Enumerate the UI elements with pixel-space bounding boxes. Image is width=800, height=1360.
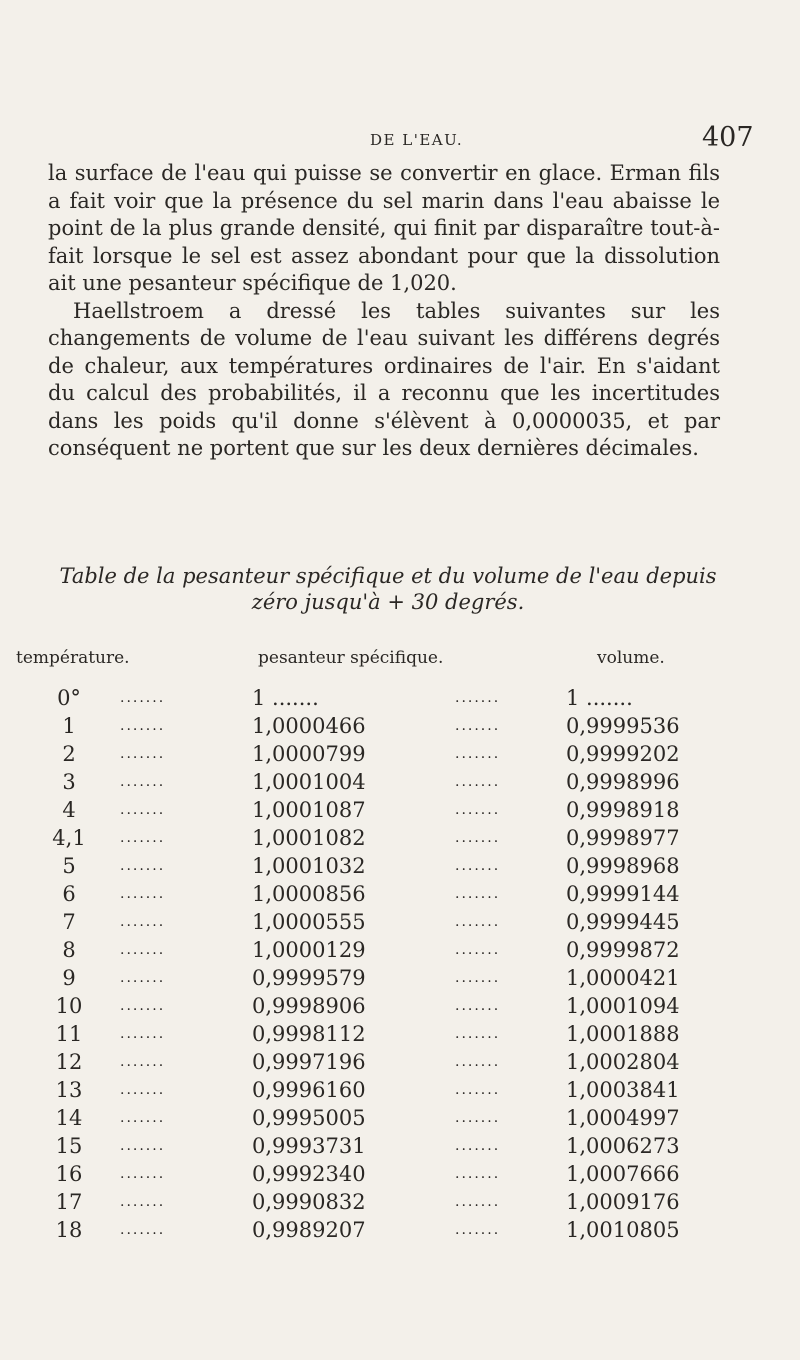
row-leader: ....... [120,1194,166,1210]
table-row [0,1020,800,1048]
row-temperature: 7 [62,910,76,934]
row-volume: 0,9999202 [566,742,680,766]
table-row [0,768,800,796]
row-leader: ....... [455,718,501,734]
row-leader: ....... [455,914,501,930]
table-column-headers [0,648,800,672]
table-row [0,684,800,712]
row-gravity: 0,9996160 [252,1078,366,1102]
row-gravity: 0,9989207 [252,1218,366,1242]
row-volume: 1,0007666 [566,1162,680,1186]
row-leader: ....... [120,942,166,958]
row-leader: ....... [120,886,166,902]
row-leader: ....... [120,830,166,846]
row-leader: ....... [455,942,501,958]
row-leader: ....... [120,690,166,706]
body-text [48,160,720,463]
row-volume: 1,0001888 [566,1022,680,1046]
row-temperature: 4 [62,798,76,822]
row-gravity: 0,9992340 [252,1162,366,1186]
paragraph-2: Haellstroem a dressé les tables suivantes sur les changements de volume de l'eau suivant les différens degrés de chaleur, aux températures ordinaires de l'air. En s'aidant du calcul des probabilités, il a reconnu que les incertitudes dans les poids qu'il donne s'élèvent à 0,0000035, et par conséquent ne portent que sur les deux dernières décimales. [48,298,720,460]
paragraph-1: la surface de l'eau qui puisse se convertir en glace. Erman fils a fait voir que la présence du sel marin dans l'eau abaisse le point de la plus grande densité, qui finit par disparaître tout-à-fait lorsque le sel est assez abondant pour que la dissolution ait une pesanteur spécifique de 1,020. [48,161,720,295]
row-gravity: 0,9997196 [252,1050,366,1074]
header-temperature: température. [16,648,130,668]
row-temperature: 9 [62,966,76,990]
table-row [0,936,800,964]
table-row [0,1048,800,1076]
row-leader: ....... [455,886,501,902]
row-gravity: 1,0000466 [252,714,366,738]
row-leader: ....... [455,1026,501,1042]
row-temperature: 0° [57,686,81,710]
page-header [0,96,800,153]
row-temperature: 2 [62,742,76,766]
row-leader: ....... [120,1110,166,1126]
row-temperature: 4,1 [52,826,86,850]
row-leader: ....... [120,1138,166,1154]
row-temperature: 10 [55,994,83,1018]
row-leader: ....... [120,970,166,986]
table-body [0,684,800,1244]
row-volume: 1,0003841 [566,1078,680,1102]
row-volume: 0,9998918 [566,798,680,822]
row-leader: ....... [455,1194,501,1210]
table-row [0,1160,800,1188]
row-volume: 1,0010805 [566,1218,680,1242]
row-volume: 1 ....... [566,686,633,710]
running-head: DE L'EAU. [370,131,464,149]
row-gravity: 1,0001082 [252,826,366,850]
row-volume: 1,0000421 [566,966,680,990]
table-row [0,1188,800,1216]
row-temperature: 11 [55,1022,83,1046]
row-leader: ....... [455,970,501,986]
table-row [0,712,800,740]
row-temperature: 1 [62,714,76,738]
row-leader: ....... [455,830,501,846]
row-gravity: 1,0000555 [252,910,366,934]
table-row [0,852,800,880]
row-leader: ....... [455,1138,501,1154]
row-leader: ....... [455,1166,501,1182]
row-gravity: 1 ....... [252,686,319,710]
row-leader: ....... [455,998,501,1014]
row-temperature: 14 [55,1106,83,1130]
row-gravity: 1,0000856 [252,882,366,906]
table-title: Table de la pesanteur spécifique et du volume de l'eau depuis zéro jusqu'à + 30 degrés. [59,564,717,614]
row-temperature: 3 [62,770,76,794]
row-temperature: 6 [62,882,76,906]
row-gravity: 0,9998112 [252,1022,366,1046]
row-gravity: 1,0000799 [252,742,366,766]
row-leader: ....... [120,1026,166,1042]
row-gravity: 1,0001087 [252,798,366,822]
row-volume: 1,0001094 [566,994,680,1018]
table-row [0,1104,800,1132]
row-volume: 0,9998996 [566,770,680,794]
table-row [0,964,800,992]
row-gravity: 0,9990832 [252,1190,366,1214]
row-temperature: 13 [55,1078,83,1102]
row-leader: ....... [120,774,166,790]
row-volume: 1,0002804 [566,1050,680,1074]
row-temperature: 18 [55,1218,83,1242]
table-row [0,1076,800,1104]
row-volume: 0,9998968 [566,854,680,878]
row-leader: ....... [120,1054,166,1070]
row-temperature: 12 [55,1050,83,1074]
row-leader: ....... [455,1110,501,1126]
row-volume: 0,9999872 [566,938,680,962]
row-leader: ....... [455,774,501,790]
row-leader: ....... [120,858,166,874]
row-leader: ....... [120,718,166,734]
row-leader: ....... [455,802,501,818]
row-volume: 1,0009176 [566,1190,680,1214]
table-row [0,1216,800,1244]
row-leader: ....... [455,1082,501,1098]
table-row [0,908,800,936]
row-gravity: 0,9998906 [252,994,366,1018]
row-leader: ....... [120,1222,166,1238]
page-number: 407 [702,122,754,153]
row-leader: ....... [120,998,166,1014]
row-gravity: 0,9993731 [252,1134,366,1158]
row-gravity: 1,0001032 [252,854,366,878]
row-leader: ....... [455,858,501,874]
row-leader: ....... [120,1166,166,1182]
row-volume: 0,9998977 [566,826,680,850]
row-gravity: 1,0000129 [252,938,366,962]
table-row [0,1132,800,1160]
row-temperature: 16 [55,1162,83,1186]
row-volume: 0,9999445 [566,910,680,934]
row-volume: 0,9999144 [566,882,680,906]
row-temperature: 15 [55,1134,83,1158]
table-row [0,880,800,908]
row-temperature: 17 [55,1190,83,1214]
row-leader: ....... [455,746,501,762]
row-gravity: 1,0001004 [252,770,366,794]
row-temperature: 5 [62,854,76,878]
row-leader: ....... [120,1082,166,1098]
row-volume: 1,0006273 [566,1134,680,1158]
row-leader: ....... [455,1054,501,1070]
row-gravity: 0,9995005 [252,1106,366,1130]
row-leader: ....... [455,1222,501,1238]
table-row [0,824,800,852]
table-row [0,992,800,1020]
row-leader: ....... [455,690,501,706]
header-volume: volume. [597,648,665,668]
row-temperature: 8 [62,938,76,962]
row-volume: 0,9999536 [566,714,680,738]
table-row [0,796,800,824]
row-leader: ....... [120,802,166,818]
header-gravity: pesanteur spécifique. [258,648,444,668]
row-gravity: 0,9999579 [252,966,366,990]
row-leader: ....... [120,914,166,930]
row-volume: 1,0004997 [566,1106,680,1130]
row-leader: ....... [120,746,166,762]
table-row [0,740,800,768]
